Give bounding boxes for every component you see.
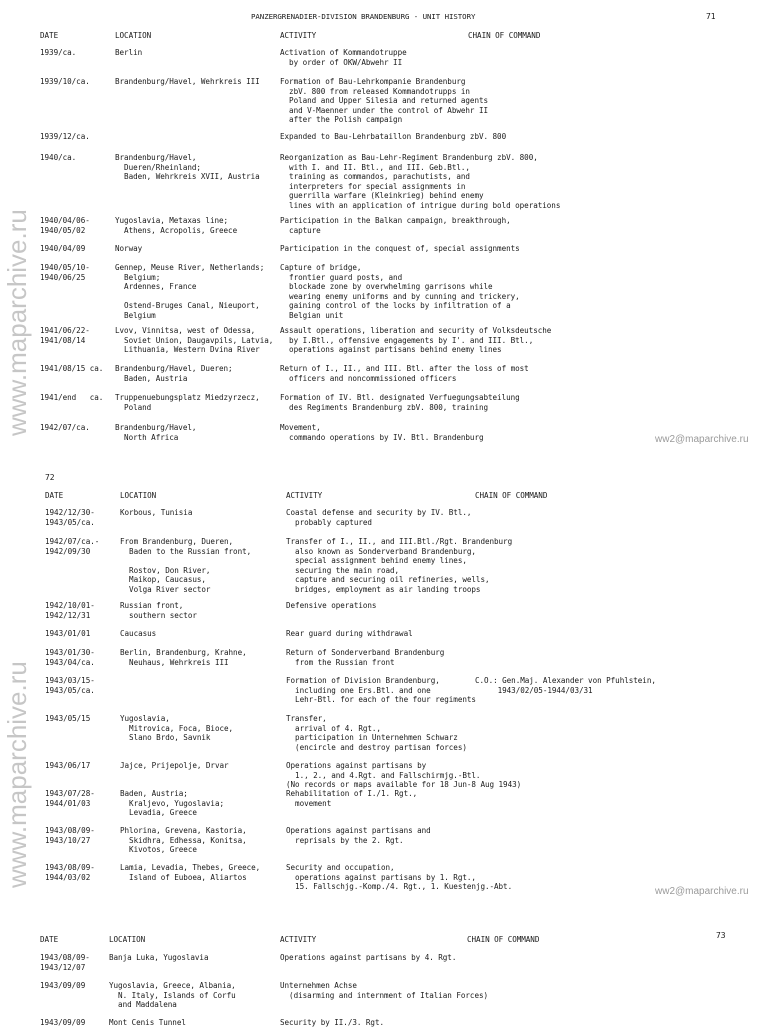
p2-r7-date: 1943/06/17 [45, 761, 91, 770]
p1-r0-activity: Activation of Kommandotruppe by order of OKW/Abwehr II [280, 48, 407, 67]
p2-r7-location: Jajce, Prijepolje, Drvar [120, 761, 229, 770]
p2-r8-date: 1943/07/28- 1944/01/03 [45, 789, 95, 808]
page-header: PANZERGRENADIER-DIVISION BRANDENBURG - UNIT HISTORY [251, 12, 476, 21]
p2-r6-location: Yugoslavia, Mitrovica, Foca, Bioce, Slano Brdo, Savnik [120, 714, 234, 743]
p2-r3-activity: Rear guard during withdrawal [286, 629, 413, 638]
p2-r10-date: 1943/08/09- 1944/03/02 [45, 863, 95, 882]
p1-r2-date: 1939/12/ca. [40, 132, 90, 141]
p2-r2-date: 1942/10/01- 1942/12/31 [45, 601, 95, 620]
page-number-72: 72 [45, 473, 55, 482]
p1-r4-activity: Participation in the Balkan campaign, breakthrough, capture [280, 216, 511, 235]
p3-r0-location: Banja Luka, Yugoslavia [109, 953, 209, 962]
p2-r4-activity: Return of Sonderverband Brandenburg from the Russian front [286, 648, 445, 667]
p2-r9-location: Phlorina, Grevena, Kastoria, Skidhra, Edhessa, Konitsa, Kivotos, Greece [120, 826, 247, 855]
p1-r9-location: Truppenuebungsplatz Miedzyrzecz, Poland [115, 393, 260, 412]
p2-r5-date: 1943/03/15- 1943/05/ca. [45, 676, 95, 695]
p2-r2-activity: Defensive operations [286, 601, 377, 610]
p3-r2-date: 1943/09/09 [40, 1018, 86, 1027]
col-header-date: DATE [40, 31, 59, 40]
p1-r1-activity: Formation of Bau-Lehrkompanie Brandenburg zbV. 800 from released Kommandotrupps in Poland and Upper Silesia and returned agents and V-Maenner under the control of Abwehr II after the Polish campaign [280, 77, 489, 125]
watermark-side-2: www.maparchive.ru [2, 661, 32, 888]
col-header-chain: CHAIN OF COMMAND [468, 31, 541, 40]
p1-r3-date: 1940/ca. [40, 153, 77, 162]
p1-r1-date: 1939/10/ca. [40, 77, 90, 86]
p3-col-header-chain: CHAIN OF COMMAND [467, 935, 540, 944]
p1-r8-location: Brandenburg/Havel, Dueren; Baden, Austria [115, 364, 233, 383]
p3-r1-date: 1943/09/09 [40, 981, 86, 990]
p1-r10-activity: Movement, commando operations by IV. Btl. Brandenburg [280, 423, 484, 442]
p2-r2-location: Russian front, southern sector [120, 601, 197, 620]
p2-r4-location: Berlin, Brandenburg, Krahne, Neuhaus, Wehrkreis III [120, 648, 247, 667]
p2-r8-activity: Rehabilitation of I./1. Rgt., movement [286, 789, 418, 808]
p3-r1-activity: Unternehmen Achse (disarming and internment of Italian Forces) [280, 981, 489, 1000]
col-header-activity: ACTIVITY [280, 31, 317, 40]
p3-col-header-date: DATE [40, 935, 59, 944]
p1-r9-activity: Formation of IV. Btl. designated Verfuegungsabteilung des Regiments Brandenburg zbV. 800, training [280, 393, 520, 412]
p1-r6-location: Gennep, Meuse River, Netherlands; Belgium; Ardennes, France Ostend-Bruges Canal, Nieuport, Belgium [115, 263, 265, 320]
p2-r9-activity: Operations against partisans and reprisals by the 2. Rgt. [286, 826, 431, 845]
p1-r0-date: 1939/ca. [40, 48, 77, 57]
p1-r3-activity: Reorganization as Bau-Lehr-Regiment Brandenburg zbV. 800, with I. and II. Btl., and III. Geb.Btl., training as commandos, parachutists, and interpreters for special assignments in guerrilla warfare (Kleinkrieg) behind enemy lines with an application of intrigue during bold operations [280, 153, 561, 210]
p1-r1-location: Brandenburg/Havel, Wehrkreis III [115, 77, 260, 86]
col-header-location: LOCATION [115, 31, 152, 40]
p3-r1-location: Yugoslavia, Greece, Albania, N. Italy, Islands of Corfu and Maddalena [109, 981, 236, 1010]
watermark-email-2: ww2@maparchive.ru [655, 886, 749, 897]
p2-r10-activity: Security and occupation, operations against partisans by 1. Rgt., 15. Fallschjg.-Komp./4. Rgt., 1. Kuestenjg.-Abt. [286, 863, 513, 892]
p3-r0-date: 1943/08/09- 1943/12/07 [40, 953, 90, 972]
p1-r6-activity: Capture of bridge, frontier guard posts, and blockade zone by overwhelming garrisons while wearing enemy uniforms and by cunning and trickery, gaining control of the locks by infiltration of a Belgian unit [280, 263, 520, 320]
p2-r1-location: From Brandenburg, Dueren, Baden to the Russian front, Rostov, Don River, Maikop, Caucasus, Volga River sector [120, 537, 252, 594]
p1-r2-activity: Expanded to Bau-Lehrbataillon Brandenburg zbV. 800 [280, 132, 507, 141]
p2-r0-date: 1942/12/30- 1943/05/ca. [45, 508, 95, 527]
p2-r0-activity: Coastal defense and security by IV. Btl., probably captured [286, 508, 472, 527]
p2-r0-location: Korbous, Tunisia [120, 508, 193, 517]
p2-col-header-date: DATE [45, 491, 64, 500]
p2-r1-date: 1942/07/ca.- 1942/09/30 [45, 537, 100, 556]
p1-r8-date: 1941/08/15 ca. [40, 364, 104, 373]
p1-r7-date: 1941/06/22- 1941/08/14 [40, 326, 90, 345]
p3-r2-activity: Security by II./3. Rgt. [280, 1018, 385, 1027]
p1-r7-activity: Assault operations, liberation and security of Volksdeutsche by I.Btl., offensive engagements by I'. and III. Btl., operations against partisans behind enemy lines [280, 326, 552, 355]
watermark-side-1: www.maparchive.ru [2, 209, 32, 436]
p2-r3-date: 1943/01/01 [45, 629, 91, 638]
watermark-email: ww2@maparchive.ru [655, 434, 749, 445]
p1-r5-activity: Participation in the conquest of, special assignments [280, 244, 520, 253]
p2-col-header-location: LOCATION [120, 491, 157, 500]
page-number-71: 71 [706, 12, 716, 21]
p2-r6-date: 1943/05/15 [45, 714, 91, 723]
p1-r9-date: 1941/end ca. [40, 393, 104, 402]
p1-r10-date: 1942/07/ca. [40, 423, 90, 432]
p3-r2-location: Mont Cenis Tunnel [109, 1018, 186, 1027]
page-number-73: 73 [716, 931, 726, 940]
p3-col-header-location: LOCATION [109, 935, 146, 944]
p2-r1-activity: Transfer of I., II., and III.Btl./Rgt. Brandenburg also known as Sonderverband Brandenburg, special assignment behind enemy lines, securing the main road, capture and securing oil refineries, wells, bridges, employment as air landing troops [286, 537, 513, 594]
p3-col-header-activity: ACTIVITY [280, 935, 317, 944]
p1-r6-date: 1940/05/10- 1940/06/25 [40, 263, 90, 282]
p2-r4-date: 1943/01/30- 1943/04/ca. [45, 648, 95, 667]
p1-r7-location: Lvov, Vinnitsa, west of Odessa, Soviet Union, Daugavpils, Latvia, Lithuania, Western Dvina River [115, 326, 274, 355]
p2-r3-location: Caucasus [120, 629, 157, 638]
p2-r5-activity: Formation of Division Brandenburg, including one Ers.Btl. and one Lehr-Btl. for each of the four regiments [286, 676, 476, 705]
p1-r0-location: Berlin [115, 48, 143, 57]
p2-r7-activity: Operations against partisans by 1., 2., and 4.Rgt. and Fallschirmjg.-Btl. (No records or maps available for 18 Jun-8 Aug 1943) [286, 761, 522, 790]
p1-r10-location: Brandenburg/Havel, North Africa [115, 423, 197, 442]
p2-col-header-activity: ACTIVITY [286, 491, 323, 500]
p2-r6-activity: Transfer, arrival of 4. Rgt., participation in Unternehmen Schwarz (encircle and destroy partisan forces) [286, 714, 467, 752]
p1-r8-activity: Return of I., II., and III. Btl. after the loss of most officers and noncommissioned officers [280, 364, 529, 383]
p1-r5-location: Norway [115, 244, 143, 253]
p2-r8-location: Baden, Austria; Kraljevo, Yugoslavia; Levadia, Greece [120, 789, 225, 818]
p3-r0-activity: Operations against partisans by 4. Rgt. [280, 953, 457, 962]
p2-r9-date: 1943/08/09- 1943/10/27 [45, 826, 95, 845]
p1-r3-location: Brandenburg/Havel, Dueren/Rheinland; Baden, Wehrkreis XVII, Austria [115, 153, 260, 182]
p2-r5-chain: C.O.: Gen.Maj. Alexander von Pfuhlstein, 1943/02/05-1944/03/31 [475, 676, 656, 695]
p1-r4-date: 1940/04/06- 1940/05/02 [40, 216, 90, 235]
p2-col-header-chain: CHAIN OF COMMAND [475, 491, 548, 500]
p2-r10-location: Lamia, Levadia, Thebes, Greece, Island of Euboea, Aliartos [120, 863, 261, 882]
p1-r4-location: Yugoslavia, Metaxas line; Athens, Acropolis, Greece [115, 216, 238, 235]
p1-r5-date: 1940/04/09 [40, 244, 86, 253]
